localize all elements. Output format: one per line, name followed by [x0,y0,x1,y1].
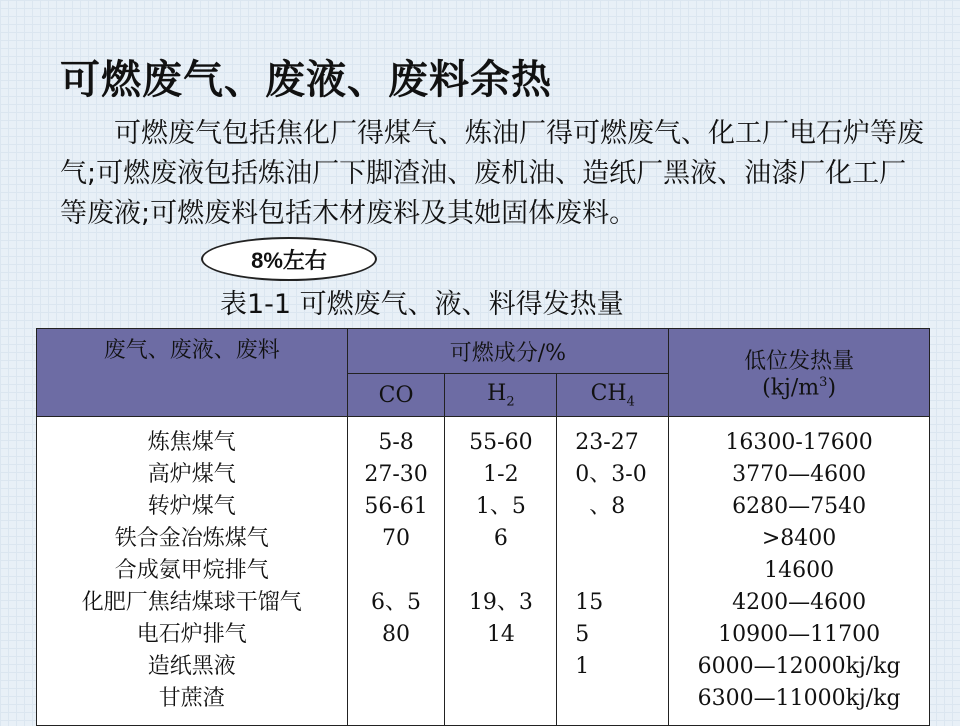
table-cell-heat: 6300—11000kj/kg [697,686,901,711]
header-heat-value: 低位发热量 $(kj/m^3)$ [669,329,930,417]
table-cell-ch4 [575,523,668,555]
header-ch4: $CH_4$ [557,374,669,417]
table-cell-co: 27-30 [364,462,428,487]
table-cell-h2: 6 [493,526,508,551]
table-cell-co [348,555,445,587]
table-cell-co: 70 [382,526,411,551]
table-cell-heat: 16300-17600 [725,430,873,455]
table-caption: 表1-1 可燃废气、液、料得发热量 [220,289,624,320]
table-cell-heat: 14600 [764,558,835,583]
column-heat-value [669,417,930,726]
description-paragraph: 可燃废气包括焦化厂得煤气、炼油厂得可燃废气、化工厂电石炉等废气;可燃废液包括炼油厂下脚渣油、废机油、造纸厂黑液、油漆厂化工厂等废液;可燃废料包括木材废料及其她固体废料。 [60,118,924,229]
table-cell-name: 电石炉排气 [136,622,247,647]
table-body-row [37,417,930,726]
table-cell-co: 5-8 [378,430,414,455]
table-cell-ch4 [575,555,668,587]
table-cell-heat: 4200—4600 [732,590,867,615]
table-cell-h2: 14 [486,622,515,647]
table-cell-co: 56-61 [364,494,428,519]
table-cell-name: 合成氨甲烷排气 [114,558,269,583]
table-cell-name: 甘蔗渣 [158,686,225,711]
header-h2: $H_2$ [445,374,557,417]
table-cell-name: 铁合金冶炼煤气 [114,526,269,551]
header-material: 废气、废液、废料 [37,329,348,417]
column-ch4 [557,417,669,726]
table-cell-h2: 1、5 [475,494,526,519]
table-cell-name: 高炉煤气 [147,462,236,487]
table-cell-ch4: 15 [575,590,604,615]
table-cell-heat: 3770—4600 [732,462,867,487]
page-title: 可燃废气、废液、废料余热 [60,57,552,103]
table-cell-h2 [445,683,556,715]
header-co: CO [347,374,445,417]
column-material [37,417,348,726]
table-cell-co: 6、5 [371,590,422,615]
table-cell-heat: 6280—7540 [732,494,867,519]
table-cell-h2: 19、3 [468,590,533,615]
table-cell-ch4: 1 [575,654,590,679]
table-cell-ch4: 、8 [575,494,626,519]
table-cell-h2: 1-2 [483,462,519,487]
column-co [347,417,445,726]
heat-value-table [36,328,930,726]
header-components: 可燃成分/% [347,329,669,374]
table-cell-ch4 [575,683,668,715]
table-cell-heat: 6000—12000kj/kg [697,654,901,679]
table-cell-ch4: 0、3-0 [575,462,647,487]
table-cell-co: 80 [382,622,411,647]
table-cell-h2 [445,555,556,587]
table-cell-name: 化肥厂焦结煤球干馏气 [81,590,302,615]
table-cell-name: 造纸黑液 [147,654,236,679]
table-cell-h2: 55-60 [469,430,533,455]
table-cell-co [348,683,445,715]
table-cell-name: 转炉煤气 [147,494,236,519]
table-cell-heat: 10900—11700 [718,622,881,647]
table-cell-ch4: 23-27 [575,430,639,455]
table-cell-co [348,651,445,683]
callout-bubble: 8%左右 [201,237,377,281]
table-cell-h2 [445,651,556,683]
table-cell-heat: >8400 [761,526,837,551]
column-h2 [445,417,557,726]
table-cell-ch4: 5 [575,622,590,647]
table-cell-name: 炼焦煤气 [147,430,236,455]
